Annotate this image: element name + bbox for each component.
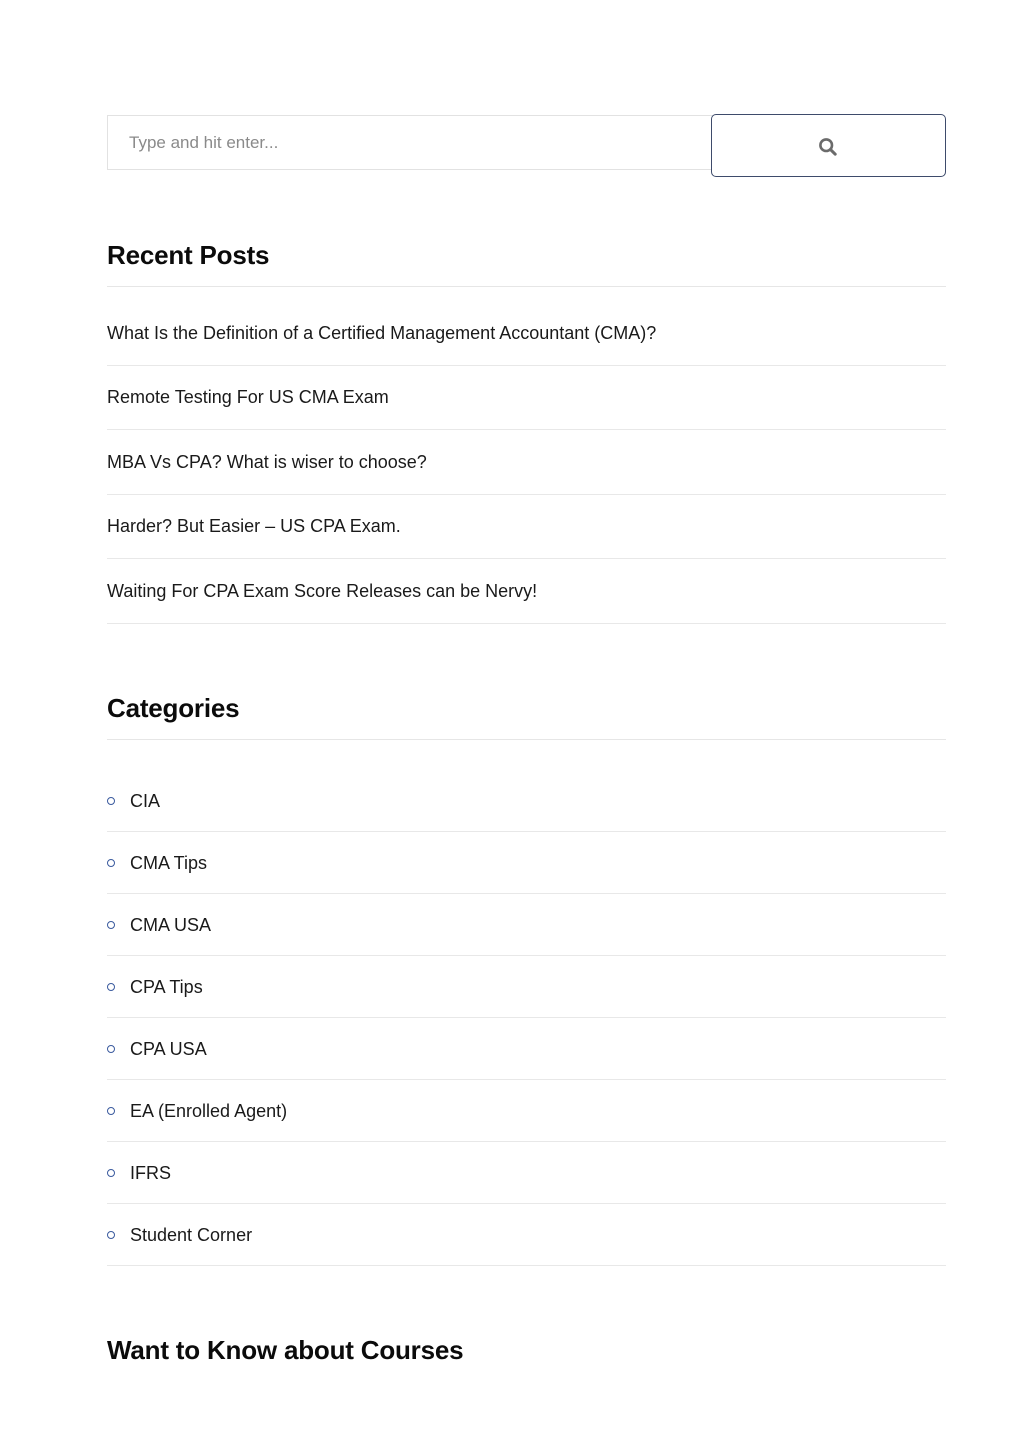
recent-post-link[interactable]: What Is the Definition of a Certified Management Accountant (CMA)?: [107, 322, 657, 343]
circle-bullet-icon: [107, 983, 115, 991]
circle-bullet-icon: [107, 921, 115, 929]
category-link[interactable]: CIA: [130, 790, 161, 811]
category-item: [107, 1080, 946, 1142]
category-link[interactable]: IFRS: [130, 1162, 172, 1183]
category-item: [107, 832, 946, 894]
recent-post-item: [107, 366, 946, 431]
recent-post-link[interactable]: MBA Vs CPA? What is wiser to choose?: [107, 451, 427, 472]
recent-post-link[interactable]: Waiting For CPA Exam Score Releases can be Nervy!: [107, 580, 538, 601]
categories-divider: [107, 739, 946, 740]
recent-post-item: [107, 301, 946, 366]
recent-post-item: [107, 559, 946, 624]
categories-title: Categories: [107, 693, 240, 723]
circle-bullet-icon: [107, 1231, 115, 1239]
search-input[interactable]: [107, 115, 713, 170]
recent-post-link[interactable]: Remote Testing For US CMA Exam: [107, 387, 389, 408]
category-link[interactable]: CMA USA: [130, 914, 212, 935]
recent-posts-divider: [107, 286, 946, 287]
category-link[interactable]: Student Corner: [130, 1224, 253, 1245]
category-item: [107, 1142, 946, 1204]
search-form: [107, 114, 946, 177]
categories-list: [107, 770, 946, 1266]
recent-post-item: [107, 430, 946, 495]
courses-title: Want to Know about Courses: [107, 1335, 464, 1365]
category-link[interactable]: CPA Tips: [130, 976, 203, 997]
category-item: [107, 894, 946, 956]
recent-post-link[interactable]: Harder? But Easier – US CPA Exam.: [107, 516, 401, 537]
circle-bullet-icon: [107, 797, 115, 805]
circle-bullet-icon: [107, 1169, 115, 1177]
category-link[interactable]: EA (Enrolled Agent): [130, 1100, 288, 1121]
search-button[interactable]: [711, 114, 946, 177]
circle-bullet-icon: [107, 859, 115, 867]
category-item: [107, 770, 946, 832]
category-item: [107, 1204, 946, 1266]
circle-bullet-icon: [107, 1045, 115, 1053]
category-link[interactable]: CMA Tips: [130, 852, 208, 873]
search-icon: [818, 137, 838, 157]
recent-post-item: [107, 495, 946, 560]
recent-posts-list: [107, 301, 946, 624]
category-link[interactable]: CPA USA: [130, 1038, 207, 1059]
category-item: [107, 1018, 946, 1080]
recent-posts-title: Recent Posts: [107, 240, 270, 270]
category-item: [107, 956, 946, 1018]
circle-bullet-icon: [107, 1107, 115, 1115]
